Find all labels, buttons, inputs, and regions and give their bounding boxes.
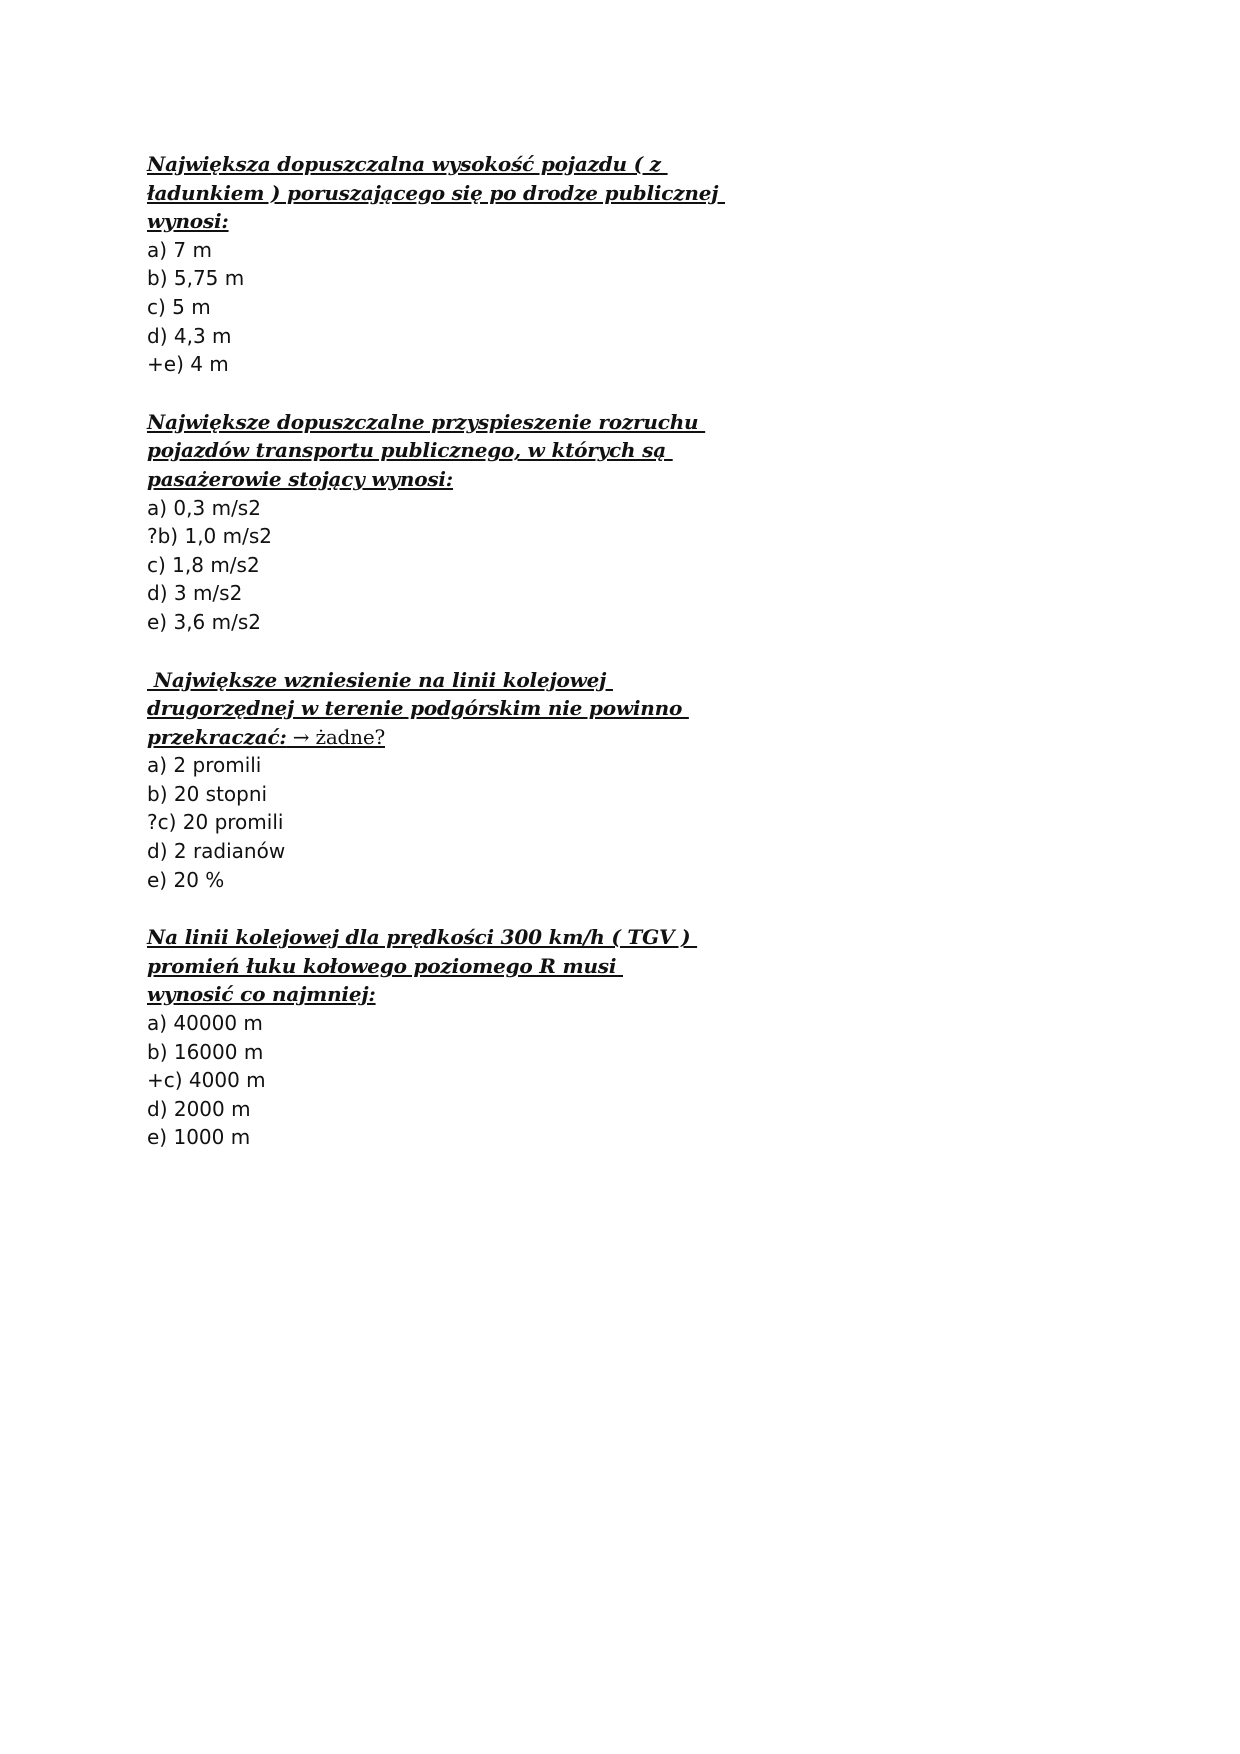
question-text-line: ładunkiem ) poruszającego się po drodze publicznej bbox=[147, 180, 726, 205]
answer-option: a) 2 promili bbox=[147, 753, 262, 778]
answer-option: b) 20 stopni bbox=[147, 781, 268, 806]
document-content bbox=[147, 150, 726, 1181]
answer-option: d) 2 radianów bbox=[147, 839, 286, 864]
question-block bbox=[147, 923, 707, 1152]
question-text-line: promień łuku kołowego poziomego R musi bbox=[147, 953, 624, 978]
answer-option: ?b) 1,0 m/s2 bbox=[147, 524, 272, 549]
answer-option: e) 20 % bbox=[147, 867, 225, 892]
answer-option: d) 4,3 m bbox=[147, 323, 232, 348]
question-text-line: drugorzędnej w terenie podgórskim nie powinno bbox=[147, 696, 689, 721]
answer-option: e) 1000 m bbox=[147, 1125, 251, 1150]
question-block bbox=[147, 666, 707, 895]
question-block bbox=[147, 150, 726, 379]
question-text-line: Największa dopuszczalna wysokość pojazdu ( z bbox=[147, 152, 668, 176]
question-text-line bbox=[147, 465, 707, 494]
question-text-line: Największe dopuszczalne przyspieszenie rozruchu bbox=[147, 409, 706, 434]
answer-option: d) 3 m/s2 bbox=[147, 581, 243, 606]
answer-option: +e) 4 m bbox=[147, 352, 229, 377]
answer-option: e) 3,6 m/s2 bbox=[147, 609, 261, 634]
answer-option: d) 2000 m bbox=[147, 1096, 251, 1121]
answer-option: b) 5,75 m bbox=[147, 266, 245, 291]
question-text-fragment: wynosi: bbox=[147, 209, 229, 234]
question-text-fragment: wynosić co najmniej: bbox=[147, 982, 376, 1007]
question-text-line bbox=[147, 980, 707, 1009]
answer-option: a) 0,3 m/s2 bbox=[147, 495, 261, 520]
answer-option: b) 16000 m bbox=[147, 1039, 264, 1064]
answer-option: a) 7 m bbox=[147, 237, 212, 262]
question-text-line bbox=[147, 723, 707, 752]
question-text-fragment: przekraczać: bbox=[147, 724, 287, 749]
question-text-line: pojazdów transportu publicznego, w których są bbox=[147, 438, 673, 463]
question-text-line: Największe wzniesienie na linii kolejowej bbox=[147, 667, 613, 692]
answer-option: +c) 4000 m bbox=[147, 1068, 266, 1093]
answer-option: c) 5 m bbox=[147, 294, 211, 319]
question-text-line: Na linii kolejowej dla prędkości 300 km/h ( TGV ) bbox=[147, 925, 698, 950]
answer-option: c) 1,8 m/s2 bbox=[147, 552, 260, 577]
question-note: → żadne? bbox=[286, 724, 386, 749]
answer-option: a) 40000 m bbox=[147, 1011, 263, 1036]
answer-option: ?c) 20 promili bbox=[147, 810, 284, 835]
question-text-fragment: pasażerowie stojący wynosi: bbox=[147, 466, 453, 491]
question-text-line bbox=[147, 207, 707, 236]
question-block bbox=[147, 408, 707, 637]
